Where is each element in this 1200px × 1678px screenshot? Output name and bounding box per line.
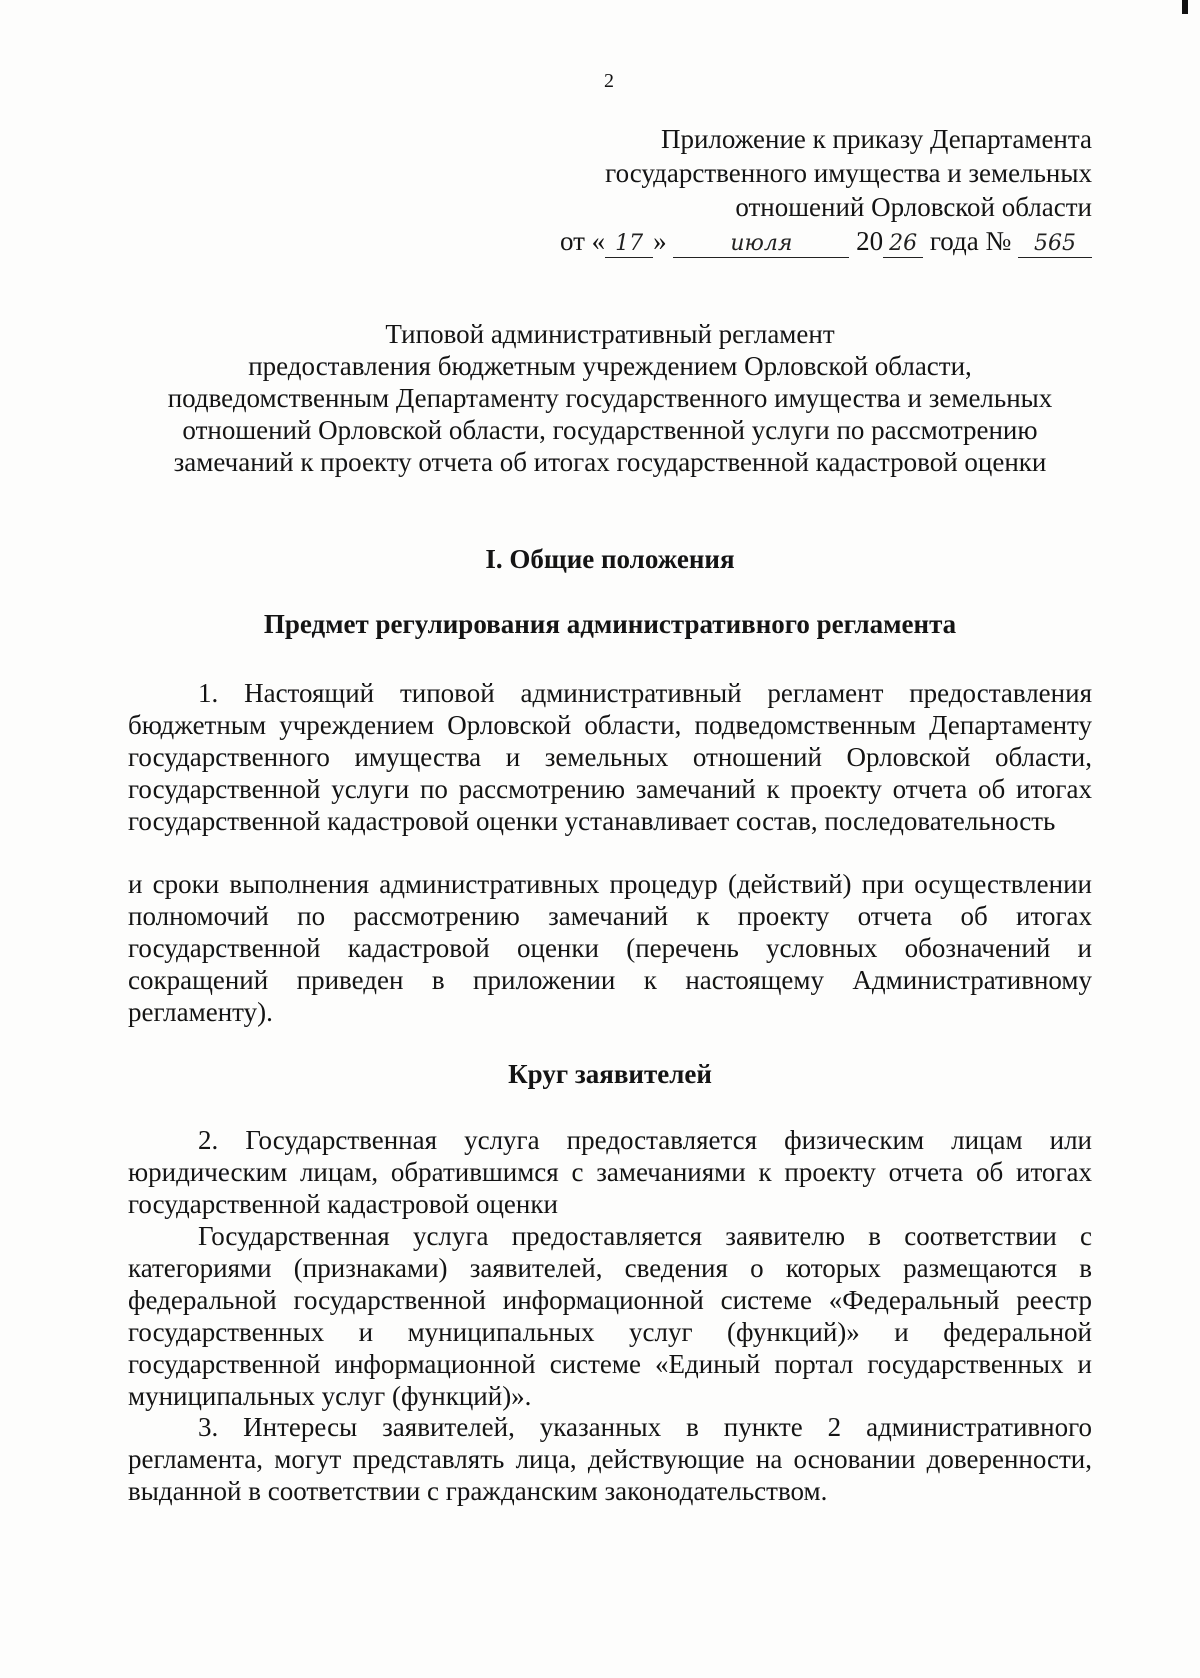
title-line-2: предоставления бюджетным учреждением Орловской области,	[248, 351, 972, 381]
title-line-4: отношений Орловской области, государственной услуги по рассмотрению	[182, 415, 1038, 445]
date-close-quote: »	[653, 226, 667, 256]
appendix-line-1: Приложение к приказу Департамента	[660, 124, 1092, 154]
paragraph-3: 3. Интересы заявителей, указанных в пункте 2 административного регламента, могут представлять лица, действующие на основании доверенности, выданной в соответствии с гражданским законодательством.	[128, 1412, 1092, 1506]
scan-corner-mark	[1182, 0, 1188, 14]
page-number: 2	[604, 70, 614, 92]
date-year-word: года №	[929, 226, 1012, 256]
title-line-1: Типовой административный регламент	[385, 319, 835, 349]
appendix-block	[560, 122, 1092, 258]
date-day-handwritten: 17	[605, 231, 653, 258]
date-prefix: от «	[559, 226, 606, 256]
section-heading-general: I. Общие положения	[485, 544, 735, 574]
paragraph-1-part-2: и сроки выполнения административных процедур (действий) при осуществлении полномочий по рассмотрению замечаний к проекту отчета об итогах государственной кадастровой оценки (перечень условных обозначений и сокращений приведен в приложении к настоящему Административному регламенту).	[128, 869, 1092, 1027]
date-year-prefix: 20	[856, 226, 884, 256]
document-title	[80, 318, 1140, 478]
title-line-3: подведомственным Департаменту государственного имущества и земельных	[167, 383, 1053, 413]
date-month-handwritten: июля	[673, 231, 849, 258]
appendix-line-2: государственного имущества и земельных	[605, 158, 1092, 188]
appendix-date-line	[560, 224, 1092, 258]
title-line-5: замечаний к проекту отчета об итогах государственной кадастровой оценки	[173, 447, 1047, 477]
paragraph-2-continuation: Государственная услуга предоставляется заявителю в соответствии с категориями (признаками) заявителей, сведения о которых размещаются в федеральной государственной информационной системе «Федеральный реестр государственных и муниципальных услуг (функций)» и федеральной государственной информационной системе «Единый портал государственных и муниципальных услуг (функций)».	[128, 1221, 1092, 1411]
appendix-line-3: отношений Орловской области	[735, 192, 1092, 222]
order-number-handwritten: 565	[1018, 231, 1092, 258]
subsection-heading-applicants: Круг заявителей	[508, 1059, 712, 1089]
paragraph-1-part-1: 1. Настоящий типовой административный регламент предоставления бюджетным учреждением Орловской области, подведомственным Департаменту государственного имущества и земельных отношений Орловской области, государственной услуги по рассмотрению замечаний к проекту отчета об итогах государственной кадастровой оценки устанавливает состав, последовательность	[128, 678, 1092, 836]
date-year-handwritten: 26	[883, 231, 923, 258]
subsection-heading-subject: Предмет регулирования административного регламента	[263, 609, 957, 639]
paragraph-2: 2. Государственная услуга предоставляется физическим лицам или юридическим лицам, обратившимся с замечаниями к проекту отчета об итогах государственной кадастровой оценки	[128, 1125, 1092, 1219]
